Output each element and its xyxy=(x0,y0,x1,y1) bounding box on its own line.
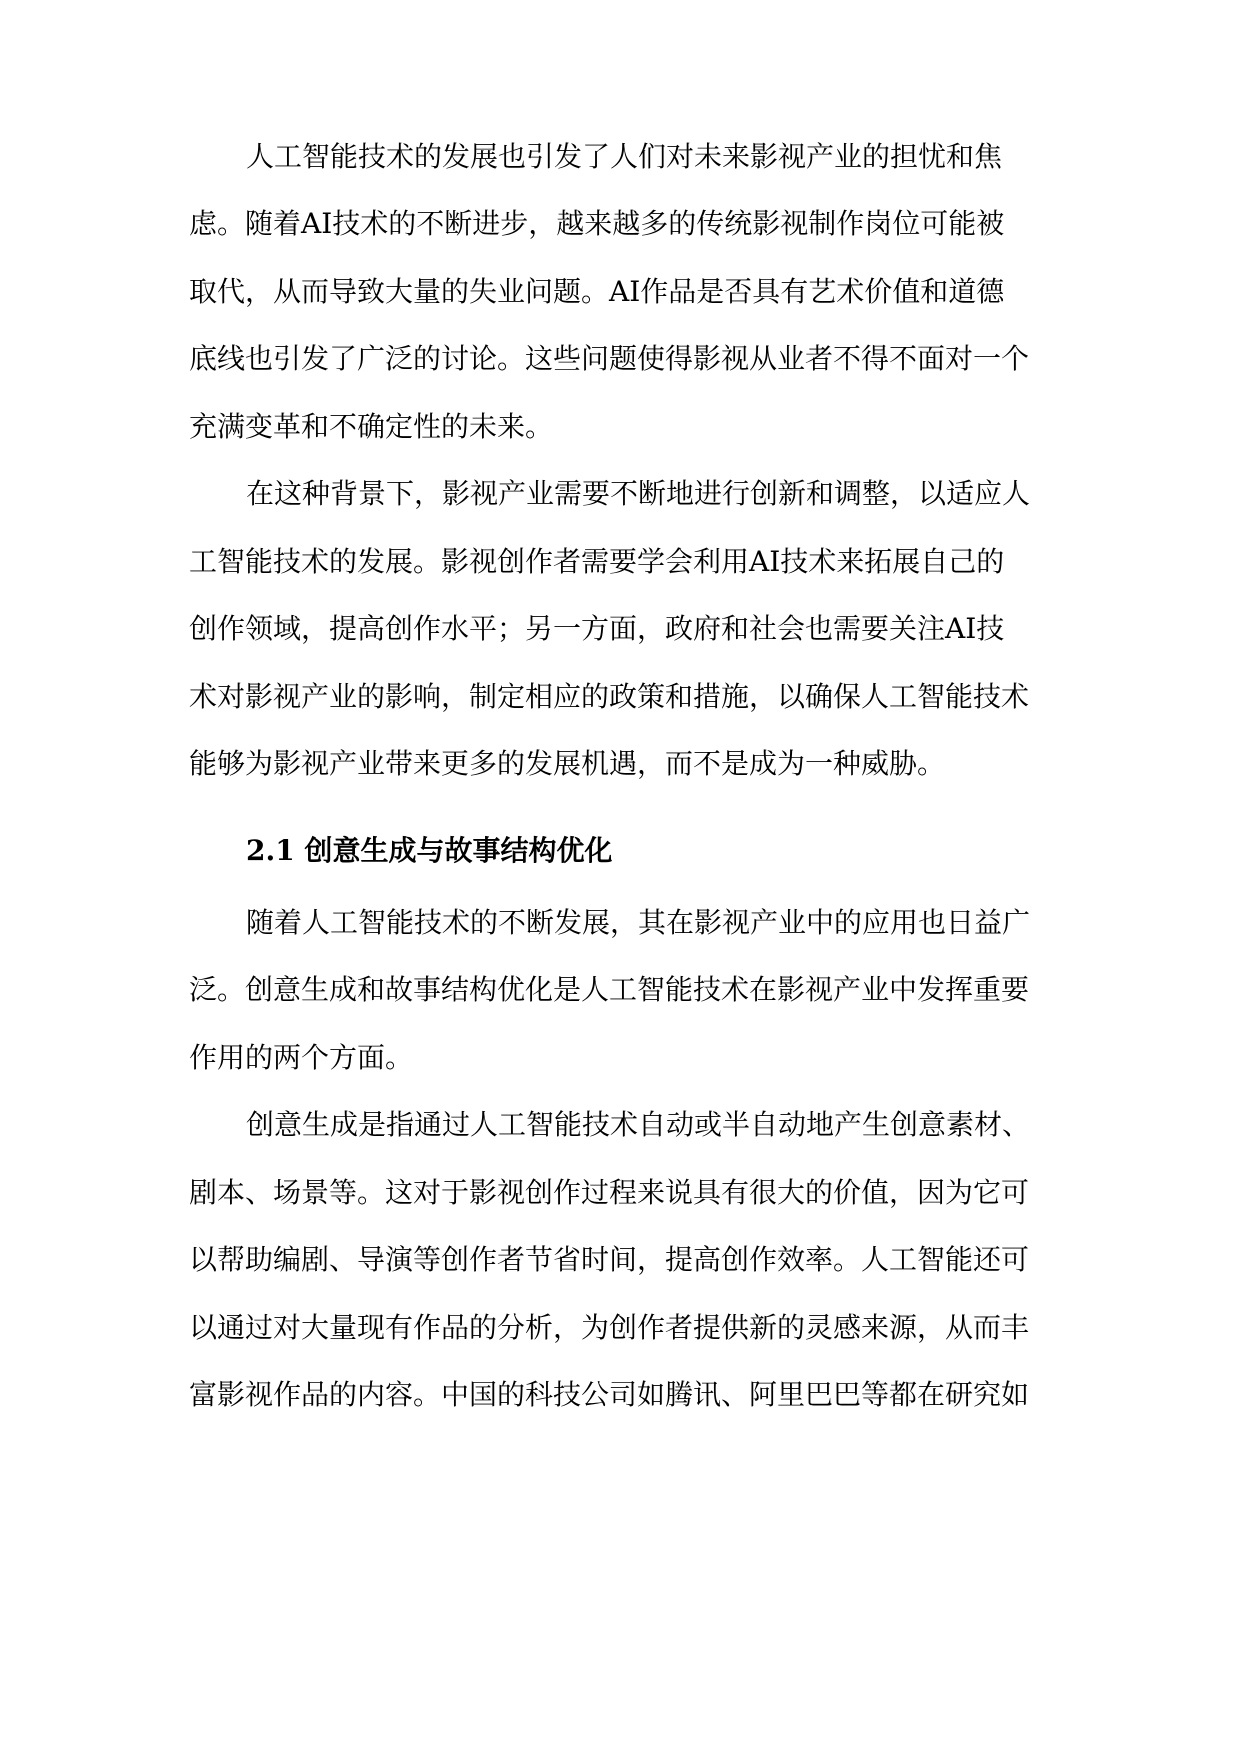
paragraph-1-line-2: 虑。随着AI技术的不断进步，越来越多的传统影视制作岗位可能被 xyxy=(189,207,1005,240)
section-paragraph-2-line-5: 富影视作品的内容。中国的科技公司如腾讯、阿里巴巴等都在研究如 xyxy=(189,1378,1030,1411)
section-paragraph-1-line-2: 泛。创意生成和故事结构优化是人工智能技术在影视产业中发挥重要 xyxy=(189,973,1030,1006)
section-paragraph-1-line-1: 随着人工智能技术的不断发展，其在影视产业中的应用也日益广 xyxy=(246,906,1031,939)
paragraph-1-line-3: 取代，从而导致大量的失业问题。AI作品是否具有艺术价值和道德 xyxy=(189,275,1005,308)
paragraph-2-line-1: 在这种背景下，影视产业需要不断地进行创新和调整，以适应人 xyxy=(246,477,1031,510)
section-paragraph-2-line-2: 剧本、场景等。这对于影视创作过程来说具有很大的价值，因为它可 xyxy=(189,1176,1030,1209)
section-heading: 2.1 创意生成与故事结构优化 xyxy=(246,834,613,867)
section-paragraph-2-line-3: 以帮助编剧、导演等创作者节省时间，提高创作效率。人工智能还可 xyxy=(189,1243,1030,1276)
section-paragraph-2-line-1: 创意生成是指通过人工智能技术自动或半自动地产生创意素材、 xyxy=(246,1108,1031,1141)
paragraph-2-line-3: 创作领域，提高创作水平；另一方面，政府和社会也需要关注AI技 xyxy=(189,612,1005,645)
paragraph-2-line-5: 能够为影视产业带来更多的发展机遇，而不是成为一种威胁。 xyxy=(189,747,946,780)
paragraph-1-line-4: 底线也引发了广泛的讨论。这些问题使得影视从业者不得不面对一个 xyxy=(189,342,1030,375)
paragraph-1-line-1: 人工智能技术的发展也引发了人们对未来影视产业的担忧和焦 xyxy=(246,140,1003,173)
paragraph-1-line-5: 充满变革和不确定性的未来。 xyxy=(189,410,554,443)
section-paragraph-2-line-4: 以通过对大量现有作品的分析，为创作者提供新的灵感来源，从而丰 xyxy=(189,1311,1030,1344)
section-paragraph-1-line-3: 作用的两个方面。 xyxy=(189,1041,414,1074)
paragraph-2-line-4: 术对影视产业的影响，制定相应的政策和措施，以确保人工智能技术 xyxy=(189,680,1030,713)
paragraph-2-line-2: 工智能技术的发展。影视创作者需要学会利用AI技术来拓展自己的 xyxy=(189,545,1005,578)
